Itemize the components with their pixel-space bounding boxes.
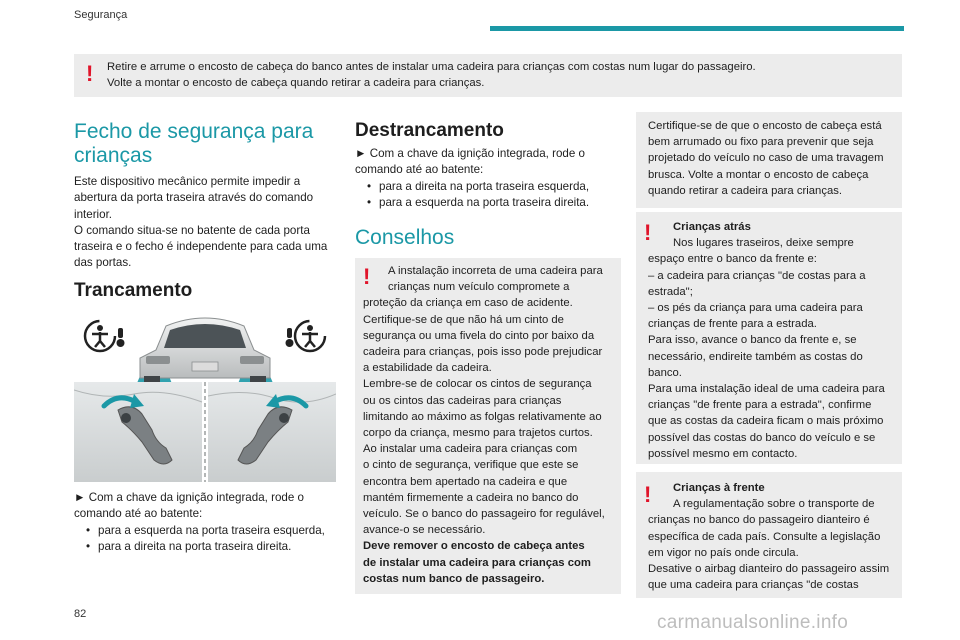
rear-line: que as costas da cadeira ficam o mais próximo [648,415,884,428]
title-line: crianças [74,144,153,167]
child-lock-title [74,120,336,168]
bullet-icon: • [367,195,372,209]
headrest-line: projetado do veículo no caso de uma travagem [648,152,884,165]
unlock-bullet-item [367,179,617,195]
lock-bullet-text: para a direita na porta traseira direita. [98,539,292,553]
unlock-bullet-item [367,195,617,211]
rear-line: possível das costas do banco do veículo e se [648,431,876,444]
bullet-icon: • [86,539,91,553]
unlock-heading: Destrancamento [355,120,504,141]
headrest-note-text [648,118,898,199]
rear-line: – a cadeira para crianças "de costas para a [648,269,866,282]
advice-line: veículo. Se o banco do passageiro for regulável, [363,508,605,521]
advice-line: avance-o se necessário. [363,524,486,537]
advice-bold-line: Deve remover o encosto de cabeça antes [363,540,585,553]
warning-icon: ! [86,61,94,86]
front-line: A regulamentação sobre o transporte de [673,498,875,511]
headrest-line: Certifique-se de que o encosto de cabeça está [648,120,882,132]
advice-heading: Conselhos [355,226,455,249]
lock-bullet-text: para a esquerda na porta traseira esquerda, [98,523,325,537]
advice-line: A instalação incorreta de uma cadeira para [388,265,603,277]
advice-line: ou os cintos das cadeiras para crianças [363,394,562,407]
advice-warning-box [355,258,621,594]
rear-line: Nos lugares traseiros, deixe sempre [673,237,854,250]
rear-line: estrada"; [648,285,693,298]
advice-line: encontra bem apertado na cadeira e que [363,475,568,488]
right-door-latch-image [208,382,336,482]
advice-line: o cinto de segurança, verifique que este se [363,459,579,472]
warning-icon: ! [363,264,371,289]
intro-line: das portas. [74,256,132,270]
rear-line: Para uma instalação ideal de uma cadeira para [648,383,885,396]
section-label: Segurança [74,9,128,21]
front-line: crianças no banco do passageiro dianteiro é [648,514,870,527]
unlock-bullet-text: para a esquerda na porta traseira direita. [379,195,590,209]
rear-line: Para isso, avance o banco da frente e, se [648,334,857,347]
front-line: específica de cada país. Consulte a legislação [648,530,881,543]
advice-line: a estabilidade da cadeira. [363,362,492,375]
intro-line: interior. [74,207,113,221]
front-children-title: Crianças à frente [673,482,765,494]
left-door-latch-image [74,382,202,482]
intro-line: Este dispositivo mecânico permite impedir a [74,175,301,188]
rear-line: crianças de frente para a estrada. [648,318,817,331]
headrest-line: bem arrumado ou fixo para prevenir que seja [648,136,874,149]
advice-line: Lembre-se de colocar os cintos de segurança [363,378,592,391]
front-line: que uma cadeira para crianças "de costas [648,579,859,592]
rear-line: espaço entre o banco da frente e: [648,253,817,266]
advice-line: segurança ou uma fivela do cinto por baixo da [363,329,595,342]
rear-line: banco. [648,366,682,379]
intro-line: abertura da porta traseira através do comando [74,191,314,205]
advice-text [363,263,615,587]
header-accent-bar [490,26,904,31]
headrest-line: brusca. Volte a montar o encosto de cabeça [648,168,869,181]
top-warning-text [107,60,887,91]
unlock-step-line: ► Com a chave da ignição integrada, rode o [355,147,585,160]
child-lock-illustration [74,310,336,482]
rear-line: crianças "de frente para a estrada", confirme [648,399,872,412]
lock-step-line: ► Com a chave da ignição integrada, rode o [74,491,304,504]
advice-line: Ao instalar uma cadeira para crianças com [363,443,578,456]
advice-line: corpo da criança, mesmo para trajetos curtos. [363,427,593,440]
rear-children-text [648,219,898,462]
unlock-bullet-text: para a direita na porta traseira esquerda, [379,179,590,193]
front-line: em vigor no país onde circula. [648,546,799,559]
child-lock-intro [74,174,336,272]
unlock-instructions [355,146,617,211]
intro-line: O comando situa-se no batente de cada porta [74,223,310,237]
advice-line: proteção da criança em caso de acidente. [363,297,573,310]
rear-line: necessário, endireite também as costas do [648,350,863,363]
child-lock-symbol-right [286,321,326,351]
lock-instructions [74,490,336,555]
top-warning-line: Retire e arrume o encosto de cabeça do banco antes de instalar uma cadeira para crianças com costas num lugar do passageiro. [107,61,756,73]
child-lock-symbol-left [85,321,125,351]
advice-bold-line: de instalar uma cadeira para crianças com [363,556,591,569]
front-line: Desative o airbag dianteiro do passageiro assim [648,563,890,576]
advice-line: cadeira para crianças, pois isso pode prejudicar [363,346,603,359]
warning-icon: ! [644,482,652,507]
headrest-line: quando retirar a cadeira para crianças. [648,184,843,197]
intro-line: traseira e o fecho é independente para cada uma [74,240,328,254]
lock-bullet-item [86,539,336,555]
advice-bold-line: costas num banco de passageiro. [363,572,545,585]
rear-children-warning-box [636,212,902,464]
top-warning-box [74,54,902,97]
bullet-icon: • [367,179,372,193]
unlock-step-line: comando até ao batente: [355,163,484,177]
title-line: Fecho de segurança para [74,120,314,143]
page-number: 82 [74,608,87,620]
watermark-text: carmanualsonline.info [657,612,849,633]
lock-bullet-item [86,523,336,539]
lock-step-line: comando até ao batente: [74,507,203,521]
warning-icon: ! [644,220,652,245]
front-children-warning-box [636,472,902,598]
top-warning-line: Volte a montar o encosto de cabeça quando retirar a cadeira para crianças. [107,76,485,89]
advice-line: mantém firmemente a cadeira no banco do [363,491,579,504]
rear-children-title: Crianças atrás [673,221,751,233]
rear-line: – os pés da criança para uma cadeira para [648,302,863,315]
rear-line: possível mesmo em contacto. [648,447,798,460]
advice-line: limitando ao máximo as folgas relativamente ao [363,410,602,423]
front-children-text [648,480,898,593]
bullet-icon: • [86,523,91,537]
headrest-note-box [636,112,902,208]
lock-heading: Trancamento [74,280,193,301]
advice-line: Certifique-se de que não há um cinto de [363,313,564,326]
advice-line: crianças num veículo compromete a [388,281,570,294]
